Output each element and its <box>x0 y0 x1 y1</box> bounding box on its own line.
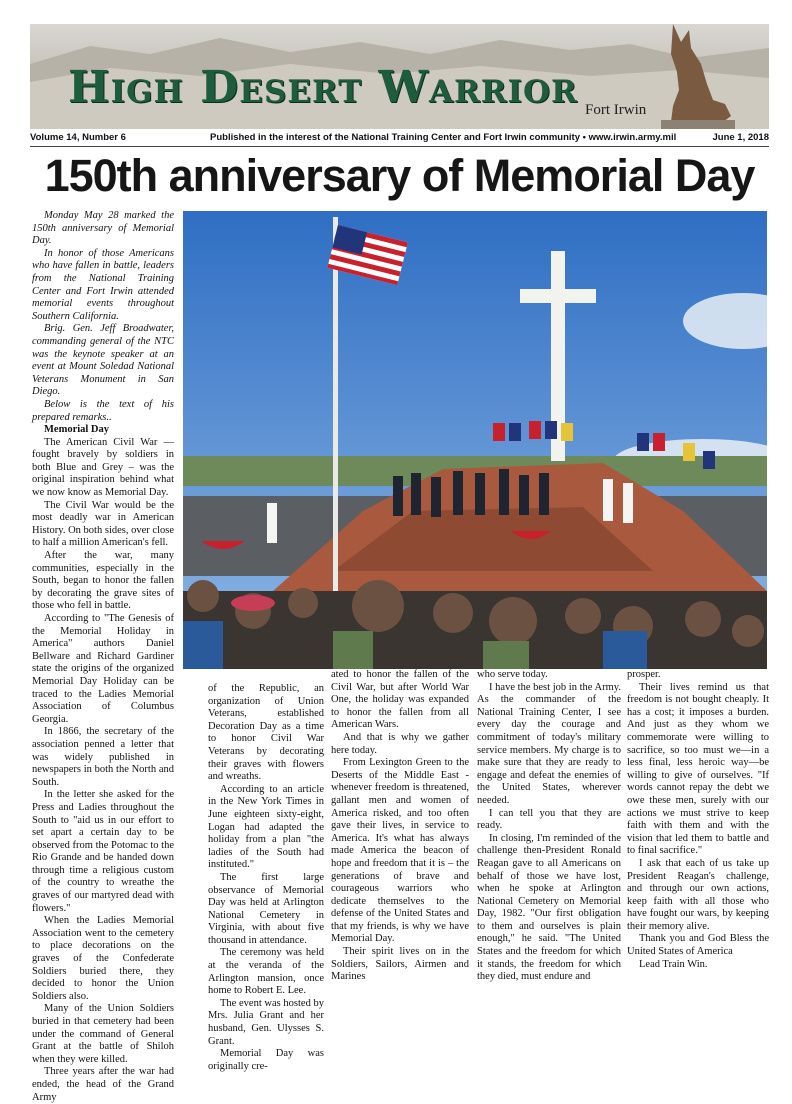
body-paragraph: Thank you and God Bless the United States of America <box>627 933 769 958</box>
intro-paragraph: Below is the text of his prepared remarks.. <box>32 398 174 423</box>
masthead <box>30 24 769 129</box>
body-paragraph: I ask that each of us take up President Reagan's challenge, and through our own actions, keep faith with all those who have fought our wars, by keeping their memory alive. <box>627 857 769 932</box>
body-paragraph: of the Republic, an organization of Union Veterans, established Decoration Day as a time to honor Civil War Veterans by decorating their graves with flowers and wreaths. <box>208 683 324 783</box>
body-paragraph: I can tell you that they are ready. <box>477 807 621 832</box>
body-paragraph: From Lexington Green to the Deserts of the Middle East - whenever freedom is threatened, gallant men and women of America risked, and too often gave their lives, in service to America. It's what has always made America the beacon of hope and freedom that it is – the generations of brave and courageous warriors who dedicate themselves to the defense of the United States and that my friends, is why we have Memorial Day. <box>331 757 469 945</box>
body-paragraph: ated to honor the fallen of the Civil War, but after World War One, the holiday was expanded to honor the fallen from all American Wars. <box>331 669 469 731</box>
body-paragraph: After the war, many communities, especially in the South, began to honor the fallen by decorating the grave sites of those who fell in battle. <box>32 550 174 612</box>
body-paragraph: The ceremony was held at the veranda of the Arlington mansion, once home to Robert E. Lee. <box>208 947 324 997</box>
body-paragraph: And that is why we gather here today. <box>331 731 469 756</box>
masthead-title: High Desert Warrior <box>68 62 578 113</box>
publication-tagline: Published in the interest of the National Training Center and Fort Irwin community • www.irwin.army.mil <box>210 132 677 143</box>
body-paragraph: I have the best job in the Army. As the commander of the National Training Center, I see every day the courage and commitment of today's military service members. My charge is to make sure that they are ready to engage and defeat the enemies of the United States, wherever needed. <box>477 681 621 806</box>
coyote-statue-icon <box>651 24 741 129</box>
body-paragraph: According to "The Genesis of the Memorial Holiday in America" authors Daniel Bellware and Richard Gardiner state the origins of the organized Memorial Day Holiday can be traced to the Ladies Memorial Association of Columbus Georgia. <box>32 613 174 725</box>
body-paragraph: who serve today. <box>477 669 548 680</box>
body-paragraph: prosper. <box>627 669 661 680</box>
headline: 150th anniversary of Memorial Day <box>44 150 755 201</box>
body-paragraph: In 1866, the secretary of the association penned a letter that was widely published in newspapers in both the North and South. <box>32 726 174 788</box>
masthead-subtitle: Fort Irwin <box>585 102 647 118</box>
body-paragraph: In closing, I'm reminded of the challenge then-President Ronald Reagan gave to all Americans on behalf of those we have lost, when he spoke at Arlington National Cemetery on Memorial Day, 1982. "Our first obligation to them and ourselves is plain enough," he said. "The United States and the freedom for which it stands, the freedom for which they died, must endure and <box>477 832 621 983</box>
article-column-3 <box>331 669 469 984</box>
body-paragraph: The event was hosted by Mrs. Julia Grant and her husband, Gen. Ulysses S. Grant. <box>208 997 324 1047</box>
article-column-4 <box>477 669 621 984</box>
body-paragraph: The Civil War would be the most deadly war in American History. On both sides, over close to half a million American's fell. <box>32 499 174 549</box>
issue-date: June 1, 2018 <box>712 132 769 143</box>
body-paragraph: Their spirit lives on in the Soldiers, Sailors, Airmen and Marines <box>331 946 469 983</box>
article-column-1 <box>32 210 174 1104</box>
body-paragraph: The American Civil War — fought bravely by soldiers in both Blue and Grey – was the original inspiration behind what we now know as Memorial Day. <box>32 436 174 499</box>
body-paragraph: When the Ladies Memorial Association went to the cemetery to place decorations on the graves of the Confederate Soldiers buried there, they decided to honor the Union Soldiers also. <box>32 915 174 1002</box>
article-column-5 <box>627 669 769 971</box>
body-paragraph: Memorial Day was originally cre- <box>208 1048 324 1072</box>
intro-paragraph: Monday May 28 marked the 150th anniversary of Memorial Day. <box>32 210 174 247</box>
intro-paragraph: Brig. Gen. Jeff Broadwater, commanding general of the NTC was the keynote speaker at an event at Mount Soledad National Veterans Monument in San Diego. <box>32 323 174 398</box>
body-paragraph: The first large observance of Memorial Day was held at Arlington National Cemetery in Virginia, with about five thousand in attendance. <box>208 871 324 946</box>
body-paragraph: Their lives remind us that freedom is not bought cheaply. It has a cost; it imposes a burden. And just as they whom we commemorate were willing to sacrifice, so too must we—in a less final, less heroic way—be willing to give of ourselves. "If words cannot repay the debt we owe these men, surely with our actions we must strive to keep faith with them and with the vision that led them to battle and to final sacrifice." <box>627 681 769 857</box>
body-paragraph: Three years after the war had ended, the head of the Grand Army <box>32 1066 174 1103</box>
body-paragraph: In the letter she asked for the Press and Ladies throughout the South to "aid us in our effort to set apart a certain day to be observed from the Potomac to the Rio Grande and be handed down through time a religious custom of the country to wreathe the graves of our martyred dead with flowers." <box>32 789 175 914</box>
body-paragraph: Many of the Union Soldiers buried in that cemetery had been under the command of General Grant at the battle of Shiloh when they were killed. <box>32 1003 174 1065</box>
article-column-2 <box>208 683 324 1073</box>
volume-number: Volume 14, Number 6 <box>30 132 126 143</box>
section-subhead: Memorial Day <box>44 424 110 436</box>
body-paragraph: According to an article in the New York Times in June eighteen sixty-eight, Logan had adapted the holiday from a plan "the ladies of the South had instituted." <box>208 783 324 871</box>
intro-paragraph: In honor of those Americans who have fallen in battle, leaders from the National Training Center and Fort Irwin attended memorial events throughout Southern California. <box>32 247 174 322</box>
info-bar <box>30 130 769 147</box>
body-paragraph: Lead Train Win. <box>639 958 708 970</box>
memorial-ceremony-photo <box>183 211 767 669</box>
